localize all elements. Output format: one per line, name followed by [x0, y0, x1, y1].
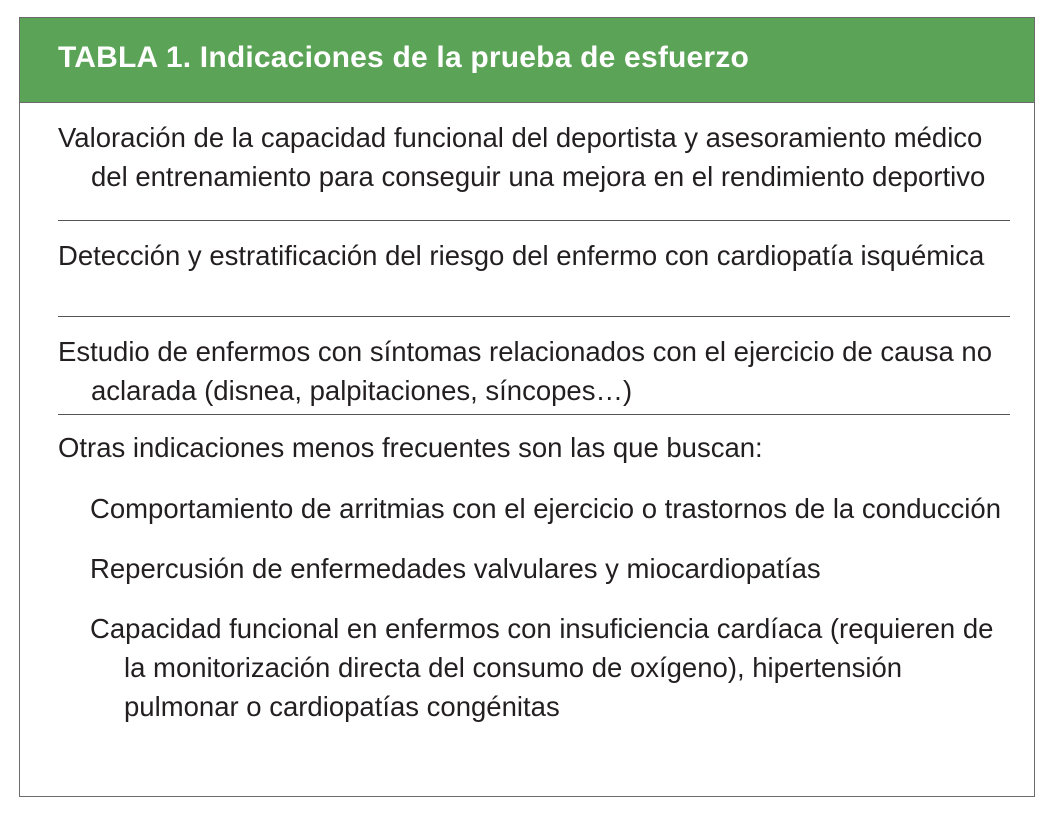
table-header [20, 18, 1034, 103]
indication-ischemic-risk: Detección y estratificación del riesgo del enfermo con cardiopatía isquémica [58, 240, 985, 271]
indication-sports-capacity: Valoración de la capacidad funcional del deportista y asesoramiento médico del entrenamiento para conseguir una mejora en el rendimiento deportivo [58, 122, 986, 192]
other-indications [58, 415, 1010, 726]
table-row [58, 103, 1010, 221]
table-row [58, 317, 1010, 415]
indication-exercise-symptoms: Estudio de enfermos con síntomas relacionados con el ejercicio de causa no aclarada (disnea, palpitaciones, síncopes…) [58, 336, 993, 406]
table-title: TABLA 1. Indicaciones de la prueba de esfuerzo [58, 41, 750, 74]
indications-table [19, 17, 1035, 797]
list-item: Comportamiento de arritmias con el ejercicio o trastornos de la conducción [90, 493, 1001, 524]
table-row [58, 221, 1010, 317]
table-body [20, 103, 1034, 726]
other-indications-intro: Otras indicaciones menos frecuentes son las que buscan: [58, 432, 763, 463]
list-item: Capacidad funcional en enfermos con insuficiencia cardíaca (requieren de la monitorización directa del consumo de oxígeno), hipertensión pulmonar o cardiopatías congénitas [90, 613, 994, 722]
list-item: Repercusión de enfermedades valvulares y miocardiopatías [90, 553, 821, 584]
other-indications-list [58, 489, 1010, 726]
